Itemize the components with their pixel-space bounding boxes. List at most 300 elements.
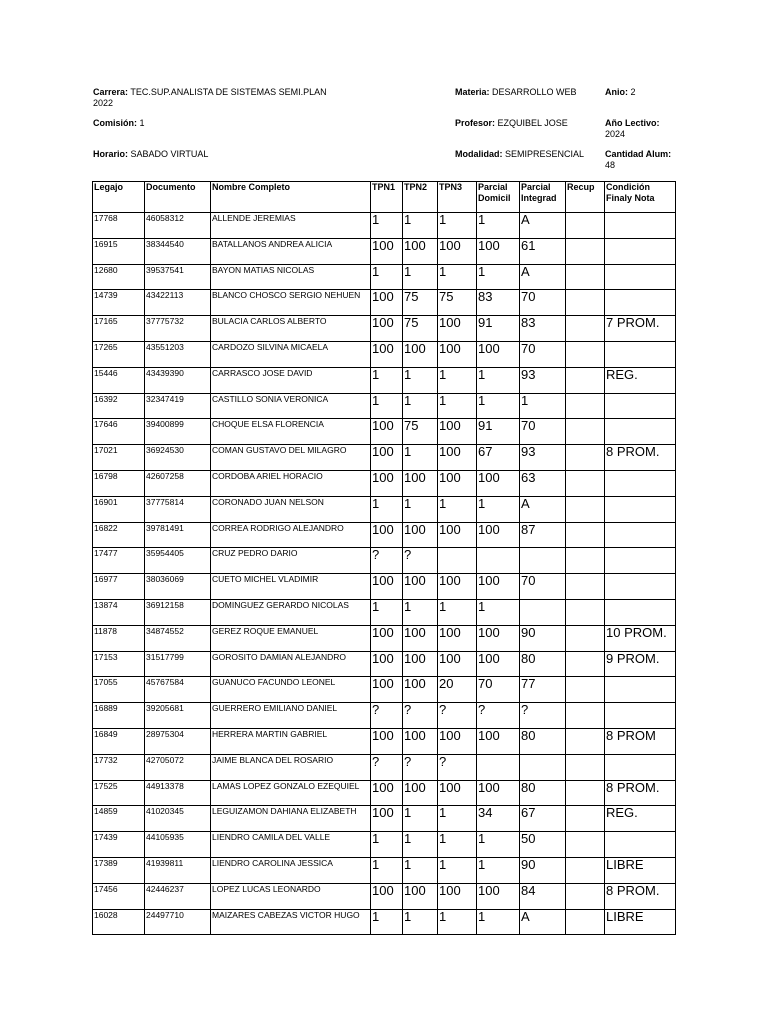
cell-tpn2: ? — [403, 754, 438, 780]
cell-tpn1: 100 — [371, 883, 403, 909]
cell-legajo: 17389 — [93, 857, 145, 883]
cell-legajo: 12680 — [93, 264, 145, 290]
table-row — [93, 909, 676, 935]
cell-legajo: 17477 — [93, 548, 145, 574]
cell-tpn2: 1 — [403, 832, 438, 858]
cell-nombre: GUANUCO FACUNDO LEONEL — [211, 677, 371, 703]
cell-legajo: 17732 — [93, 754, 145, 780]
col-header-parcial-integrad: Parcial Integrad — [520, 182, 566, 213]
cell-recup — [566, 651, 605, 677]
cell-tpn2: 1 — [403, 909, 438, 935]
cell-condicion — [605, 703, 676, 729]
table-row — [93, 703, 676, 729]
col-header-recup: Recup — [566, 182, 605, 213]
cell-tpn1: ? — [371, 703, 403, 729]
profesor-label: Profesor: — [455, 118, 496, 128]
cell-tpn1: 100 — [371, 341, 403, 367]
cell-condicion: LIBRE — [605, 857, 676, 883]
cell-tpn3: 100 — [438, 625, 477, 651]
cell-tpn1: 1 — [371, 367, 403, 393]
cell-tpn1: ? — [371, 754, 403, 780]
cell-tpn2: 75 — [403, 290, 438, 316]
cell-nombre: LIENDRO CAROLINA JESSICA — [211, 857, 371, 883]
cell-tpn3: ? — [438, 703, 477, 729]
table-row — [93, 728, 676, 754]
cell-recup — [566, 677, 605, 703]
cell-condicion — [605, 419, 676, 445]
table-row — [93, 780, 676, 806]
cell-documento: 42607258 — [145, 470, 211, 496]
cell-parcial-domicil: 1 — [477, 909, 520, 935]
cell-parcial-domicil: ? — [477, 703, 520, 729]
table-row — [93, 548, 676, 574]
cell-tpn3: 1 — [438, 599, 477, 625]
cell-parcial-integrad: 80 — [520, 780, 566, 806]
cell-legajo: 17525 — [93, 780, 145, 806]
cell-legajo: 16028 — [93, 909, 145, 935]
cell-tpn2: 100 — [403, 780, 438, 806]
cell-condicion: 7 PROM. — [605, 316, 676, 342]
comision-label: Comisión: — [93, 118, 137, 128]
comision-value: 1 — [139, 118, 145, 128]
cell-tpn1: 1 — [371, 393, 403, 419]
cell-nombre: LIENDRO CAMILA DEL VALLE — [211, 832, 371, 858]
cell-recup — [566, 419, 605, 445]
cell-tpn2: 1 — [403, 213, 438, 239]
cell-recup — [566, 393, 605, 419]
cell-tpn1: 1 — [371, 496, 403, 522]
cell-tpn2: 1 — [403, 264, 438, 290]
cell-tpn1: 100 — [371, 780, 403, 806]
cell-recup — [566, 238, 605, 264]
table-row — [93, 213, 676, 239]
cell-legajo: 17021 — [93, 445, 145, 471]
cell-parcial-domicil: 1 — [477, 367, 520, 393]
cell-tpn2: 100 — [403, 522, 438, 548]
cell-documento: 41939811 — [145, 857, 211, 883]
lectivo-label: Año Lectivo: — [605, 118, 660, 128]
cell-parcial-integrad: 67 — [520, 806, 566, 832]
profesor-value: EZQUIBEL JOSE — [497, 118, 568, 128]
cell-parcial-domicil: 1 — [477, 393, 520, 419]
cell-condicion — [605, 754, 676, 780]
cell-documento: 32347419 — [145, 393, 211, 419]
cell-legajo: 13874 — [93, 599, 145, 625]
cell-condicion — [605, 341, 676, 367]
cell-tpn3: 100 — [438, 522, 477, 548]
cell-legajo: 17456 — [93, 883, 145, 909]
cell-tpn2: 100 — [403, 574, 438, 600]
cell-tpn2: 1 — [403, 806, 438, 832]
col-header-tpn2: TPN2 — [403, 182, 438, 213]
cell-tpn2: 100 — [403, 883, 438, 909]
cell-tpn2: 100 — [403, 728, 438, 754]
cell-tpn2: ? — [403, 703, 438, 729]
cell-tpn3: ? — [438, 754, 477, 780]
cell-tpn1: 1 — [371, 213, 403, 239]
cell-tpn2: 1 — [403, 445, 438, 471]
cell-tpn3: 100 — [438, 341, 477, 367]
cell-documento: 42446237 — [145, 883, 211, 909]
cantidad-field — [605, 149, 685, 171]
cell-nombre: BLANCO CHOSCO SERGIO NEHUEN — [211, 290, 371, 316]
cell-parcial-domicil: 100 — [477, 728, 520, 754]
cell-nombre: LAMAS LOPEZ GONZALO EZEQUIEL — [211, 780, 371, 806]
cell-documento: 43422113 — [145, 290, 211, 316]
cell-parcial-domicil: 100 — [477, 780, 520, 806]
carrera-value: TEC.SUP.ANALISTA DE SISTEMAS SEMI.PLAN — [130, 87, 327, 97]
cell-documento: 41020345 — [145, 806, 211, 832]
cell-documento: 28975304 — [145, 728, 211, 754]
cell-parcial-integrad: 61 — [520, 238, 566, 264]
cell-tpn1: 100 — [371, 522, 403, 548]
cell-tpn3: 100 — [438, 470, 477, 496]
cell-tpn1: ? — [371, 548, 403, 574]
cell-condicion — [605, 496, 676, 522]
cell-tpn2: 100 — [403, 651, 438, 677]
cell-nombre: GOROSITO DAMIAN ALEJANDRO — [211, 651, 371, 677]
cell-recup — [566, 754, 605, 780]
cell-parcial-domicil — [477, 754, 520, 780]
anio-label: Anio: — [605, 87, 628, 97]
cell-tpn3: 1 — [438, 496, 477, 522]
cell-tpn3: 100 — [438, 316, 477, 342]
cell-legajo: 17646 — [93, 419, 145, 445]
cell-legajo: 17165 — [93, 316, 145, 342]
cell-recup — [566, 780, 605, 806]
cell-parcial-domicil: 100 — [477, 341, 520, 367]
cell-condicion: 10 PROM. — [605, 625, 676, 651]
anio-field — [605, 87, 636, 98]
cell-parcial-domicil: 100 — [477, 522, 520, 548]
cell-tpn2: 100 — [403, 238, 438, 264]
cell-recup — [566, 703, 605, 729]
cell-documento: 44105935 — [145, 832, 211, 858]
table-row — [93, 625, 676, 651]
cell-tpn2: 1 — [403, 393, 438, 419]
table-row — [93, 264, 676, 290]
cell-parcial-integrad: 83 — [520, 316, 566, 342]
cell-tpn1: 1 — [371, 909, 403, 935]
table-body — [93, 213, 676, 935]
cell-tpn3 — [438, 548, 477, 574]
cell-tpn1: 100 — [371, 728, 403, 754]
table-row — [93, 599, 676, 625]
cell-legajo: 16822 — [93, 522, 145, 548]
cell-parcial-integrad: 70 — [520, 419, 566, 445]
cell-legajo: 16798 — [93, 470, 145, 496]
cell-recup — [566, 909, 605, 935]
table-row — [93, 316, 676, 342]
cell-condicion — [605, 264, 676, 290]
col-header-legajo: Legajo — [93, 182, 145, 213]
horario-value: SABADO VIRTUAL — [130, 149, 209, 159]
cell-parcial-integrad: 93 — [520, 367, 566, 393]
cell-parcial-integrad: A — [520, 496, 566, 522]
cell-condicion — [605, 470, 676, 496]
cell-tpn2: 100 — [403, 677, 438, 703]
cell-parcial-integrad: 50 — [520, 832, 566, 858]
table-row — [93, 832, 676, 858]
table-row — [93, 290, 676, 316]
cell-documento: 37775814 — [145, 496, 211, 522]
cell-parcial-integrad: 70 — [520, 574, 566, 600]
cell-tpn2: ? — [403, 548, 438, 574]
cell-recup — [566, 316, 605, 342]
cell-parcial-integrad: 93 — [520, 445, 566, 471]
col-header-nombre: Nombre Completo — [211, 182, 371, 213]
cell-condicion — [605, 393, 676, 419]
cell-recup — [566, 625, 605, 651]
cell-parcial-integrad: 70 — [520, 290, 566, 316]
cell-nombre: JAIME BLANCA DEL ROSARIO — [211, 754, 371, 780]
table-row — [93, 522, 676, 548]
carrera-field — [93, 87, 353, 109]
cell-documento: 43551203 — [145, 341, 211, 367]
cell-condicion — [605, 599, 676, 625]
cell-tpn3: 1 — [438, 857, 477, 883]
cell-nombre: LEGUIZAMON DAHIANA ELIZABETH — [211, 806, 371, 832]
cell-documento: 38344540 — [145, 238, 211, 264]
cell-legajo: 16889 — [93, 703, 145, 729]
modalidad-field — [455, 149, 584, 160]
cell-parcial-integrad: A — [520, 909, 566, 935]
cell-recup — [566, 264, 605, 290]
cell-legajo: 16915 — [93, 238, 145, 264]
cantidad-label: Cantidad Alum: — [605, 149, 672, 159]
table-header-row — [93, 182, 676, 213]
cell-tpn1: 100 — [371, 419, 403, 445]
cell-condicion — [605, 290, 676, 316]
cell-tpn1: 100 — [371, 445, 403, 471]
cell-legajo: 17055 — [93, 677, 145, 703]
cell-tpn3: 20 — [438, 677, 477, 703]
cell-parcial-domicil: 83 — [477, 290, 520, 316]
cell-legajo: 17439 — [93, 832, 145, 858]
carrera-label: Carrera: — [93, 87, 129, 97]
cell-nombre: COMAN GUSTAVO DEL MILAGRO — [211, 445, 371, 471]
cell-parcial-domicil: 67 — [477, 445, 520, 471]
col-header-tpn3: TPN3 — [438, 182, 477, 213]
cell-legajo: 14859 — [93, 806, 145, 832]
cell-legajo: 16849 — [93, 728, 145, 754]
cell-tpn3: 1 — [438, 909, 477, 935]
cell-parcial-domicil: 34 — [477, 806, 520, 832]
cell-tpn1: 100 — [371, 316, 403, 342]
cell-tpn3: 100 — [438, 238, 477, 264]
cell-condicion — [605, 574, 676, 600]
col-header-condicion: Condición Finaly Nota — [605, 182, 676, 213]
cell-documento: 36924530 — [145, 445, 211, 471]
horario-field — [93, 149, 208, 160]
cell-recup — [566, 367, 605, 393]
materia-value: DESARROLLO WEB — [492, 87, 577, 97]
grades-table — [92, 181, 676, 935]
cell-documento: 38036069 — [145, 574, 211, 600]
table-row — [93, 341, 676, 367]
cell-tpn2: 100 — [403, 470, 438, 496]
col-header-documento: Documento — [145, 182, 211, 213]
cell-recup — [566, 213, 605, 239]
cell-nombre: CUETO MICHEL VLADIMIR — [211, 574, 371, 600]
cell-nombre: CRUZ PEDRO DARIO — [211, 548, 371, 574]
cell-documento: 39205681 — [145, 703, 211, 729]
cell-nombre: LOPEZ LUCAS LEONARDO — [211, 883, 371, 909]
anio-value: 2 — [630, 87, 636, 97]
cell-parcial-integrad — [520, 548, 566, 574]
cell-tpn1: 100 — [371, 625, 403, 651]
cell-recup — [566, 599, 605, 625]
cell-parcial-domicil: 100 — [477, 470, 520, 496]
cell-tpn3: 1 — [438, 264, 477, 290]
cell-tpn2: 75 — [403, 316, 438, 342]
cell-tpn1: 1 — [371, 599, 403, 625]
cell-nombre: DOMINGUEZ GERARDO NICOLAS — [211, 599, 371, 625]
cell-recup — [566, 341, 605, 367]
horario-label: Horario: — [93, 149, 129, 159]
cell-parcial-domicil: 1 — [477, 264, 520, 290]
cell-documento: 34874552 — [145, 625, 211, 651]
cell-recup — [566, 806, 605, 832]
materia-label: Materia: — [455, 87, 490, 97]
cell-legajo: 15446 — [93, 367, 145, 393]
cell-tpn2: 1 — [403, 367, 438, 393]
cell-documento: 24497710 — [145, 909, 211, 935]
cell-tpn3: 100 — [438, 574, 477, 600]
cell-parcial-integrad — [520, 599, 566, 625]
cell-condicion: 8 PROM. — [605, 445, 676, 471]
cell-parcial-domicil — [477, 548, 520, 574]
cell-tpn2: 1 — [403, 599, 438, 625]
profesor-field — [455, 118, 568, 129]
cell-condicion — [605, 522, 676, 548]
cell-legajo: 11878 — [93, 625, 145, 651]
cell-recup — [566, 832, 605, 858]
cell-recup — [566, 857, 605, 883]
cell-tpn1: 100 — [371, 677, 403, 703]
table-row — [93, 367, 676, 393]
cell-documento: 35954405 — [145, 548, 211, 574]
cell-condicion: REG. — [605, 367, 676, 393]
cell-parcial-domicil: 100 — [477, 238, 520, 264]
cell-nombre: CARDOZO SILVINA MICAELA — [211, 341, 371, 367]
cell-condicion — [605, 238, 676, 264]
cell-condicion — [605, 832, 676, 858]
cell-tpn1: 100 — [371, 238, 403, 264]
cell-tpn2: 100 — [403, 341, 438, 367]
cell-tpn3: 100 — [438, 445, 477, 471]
cell-documento: 31517799 — [145, 651, 211, 677]
cell-documento: 45767584 — [145, 677, 211, 703]
cell-tpn1: 100 — [371, 806, 403, 832]
cell-parcial-integrad: ? — [520, 703, 566, 729]
cell-parcial-domicil: 100 — [477, 651, 520, 677]
cell-parcial-domicil: 1 — [477, 857, 520, 883]
cell-parcial-domicil: 100 — [477, 574, 520, 600]
cell-condicion: 8 PROM. — [605, 883, 676, 909]
table-row — [93, 496, 676, 522]
cell-parcial-integrad: A — [520, 264, 566, 290]
cell-documento: 37775732 — [145, 316, 211, 342]
cell-nombre: CORONADO JUAN NELSON — [211, 496, 371, 522]
cell-recup — [566, 883, 605, 909]
cell-condicion: LIBRE — [605, 909, 676, 935]
table-row — [93, 470, 676, 496]
cell-documento: 44913378 — [145, 780, 211, 806]
table-row — [93, 238, 676, 264]
cell-parcial-domicil: 1 — [477, 496, 520, 522]
cell-parcial-integrad: 90 — [520, 625, 566, 651]
cell-parcial-integrad: 80 — [520, 651, 566, 677]
cell-condicion — [605, 213, 676, 239]
cell-parcial-domicil: 91 — [477, 419, 520, 445]
cell-recup — [566, 548, 605, 574]
cell-nombre: CORDOBA ARIEL HORACIO — [211, 470, 371, 496]
table-row — [93, 651, 676, 677]
cell-tpn2: 1 — [403, 496, 438, 522]
cell-parcial-integrad: 90 — [520, 857, 566, 883]
cell-tpn3: 75 — [438, 290, 477, 316]
cell-condicion: REG. — [605, 806, 676, 832]
cantidad-value: 48 — [605, 160, 616, 170]
cell-parcial-integrad: A — [520, 213, 566, 239]
table-row — [93, 419, 676, 445]
table-row — [93, 754, 676, 780]
cell-nombre: MAIZARES CABEZAS VICTOR HUGO — [211, 909, 371, 935]
comision-field — [93, 118, 145, 129]
carrera-value-year: 2022 — [93, 98, 114, 108]
cell-parcial-integrad: 77 — [520, 677, 566, 703]
cell-parcial-integrad: 70 — [520, 341, 566, 367]
cell-condicion: 9 PROM. — [605, 651, 676, 677]
cell-parcial-domicil: 100 — [477, 883, 520, 909]
cell-tpn1: 100 — [371, 290, 403, 316]
cell-nombre: CHOQUE ELSA FLORENCIA — [211, 419, 371, 445]
cell-parcial-integrad: 63 — [520, 470, 566, 496]
cell-nombre: GUERRERO EMILIANO DANIEL — [211, 703, 371, 729]
cell-nombre: BAYON MATIAS NICOLAS — [211, 264, 371, 290]
cell-condicion: 8 PROM. — [605, 780, 676, 806]
cell-documento: 36912158 — [145, 599, 211, 625]
table-row — [93, 677, 676, 703]
cell-documento: 39400899 — [145, 419, 211, 445]
cell-tpn3: 100 — [438, 883, 477, 909]
cell-legajo: 16977 — [93, 574, 145, 600]
cell-tpn3: 100 — [438, 780, 477, 806]
cell-documento: 39781491 — [145, 522, 211, 548]
cell-parcial-integrad — [520, 754, 566, 780]
cell-parcial-domicil: 70 — [477, 677, 520, 703]
table-row — [93, 857, 676, 883]
cell-recup — [566, 496, 605, 522]
cell-condicion — [605, 677, 676, 703]
cell-parcial-domicil: 91 — [477, 316, 520, 342]
cell-parcial-integrad: 80 — [520, 728, 566, 754]
cell-recup — [566, 522, 605, 548]
cell-nombre: CASTILLO SONIA VERONICA — [211, 393, 371, 419]
cell-nombre: BULACIA CARLOS ALBERTO — [211, 316, 371, 342]
cell-parcial-integrad: 87 — [520, 522, 566, 548]
cell-tpn1: 100 — [371, 651, 403, 677]
cell-recup — [566, 470, 605, 496]
cell-parcial-domicil: 1 — [477, 832, 520, 858]
cell-tpn1: 1 — [371, 832, 403, 858]
cell-tpn2: 1 — [403, 857, 438, 883]
cell-recup — [566, 290, 605, 316]
modalidad-label: Modalidad: — [455, 149, 503, 159]
cell-parcial-domicil: 1 — [477, 213, 520, 239]
cell-tpn3: 100 — [438, 419, 477, 445]
